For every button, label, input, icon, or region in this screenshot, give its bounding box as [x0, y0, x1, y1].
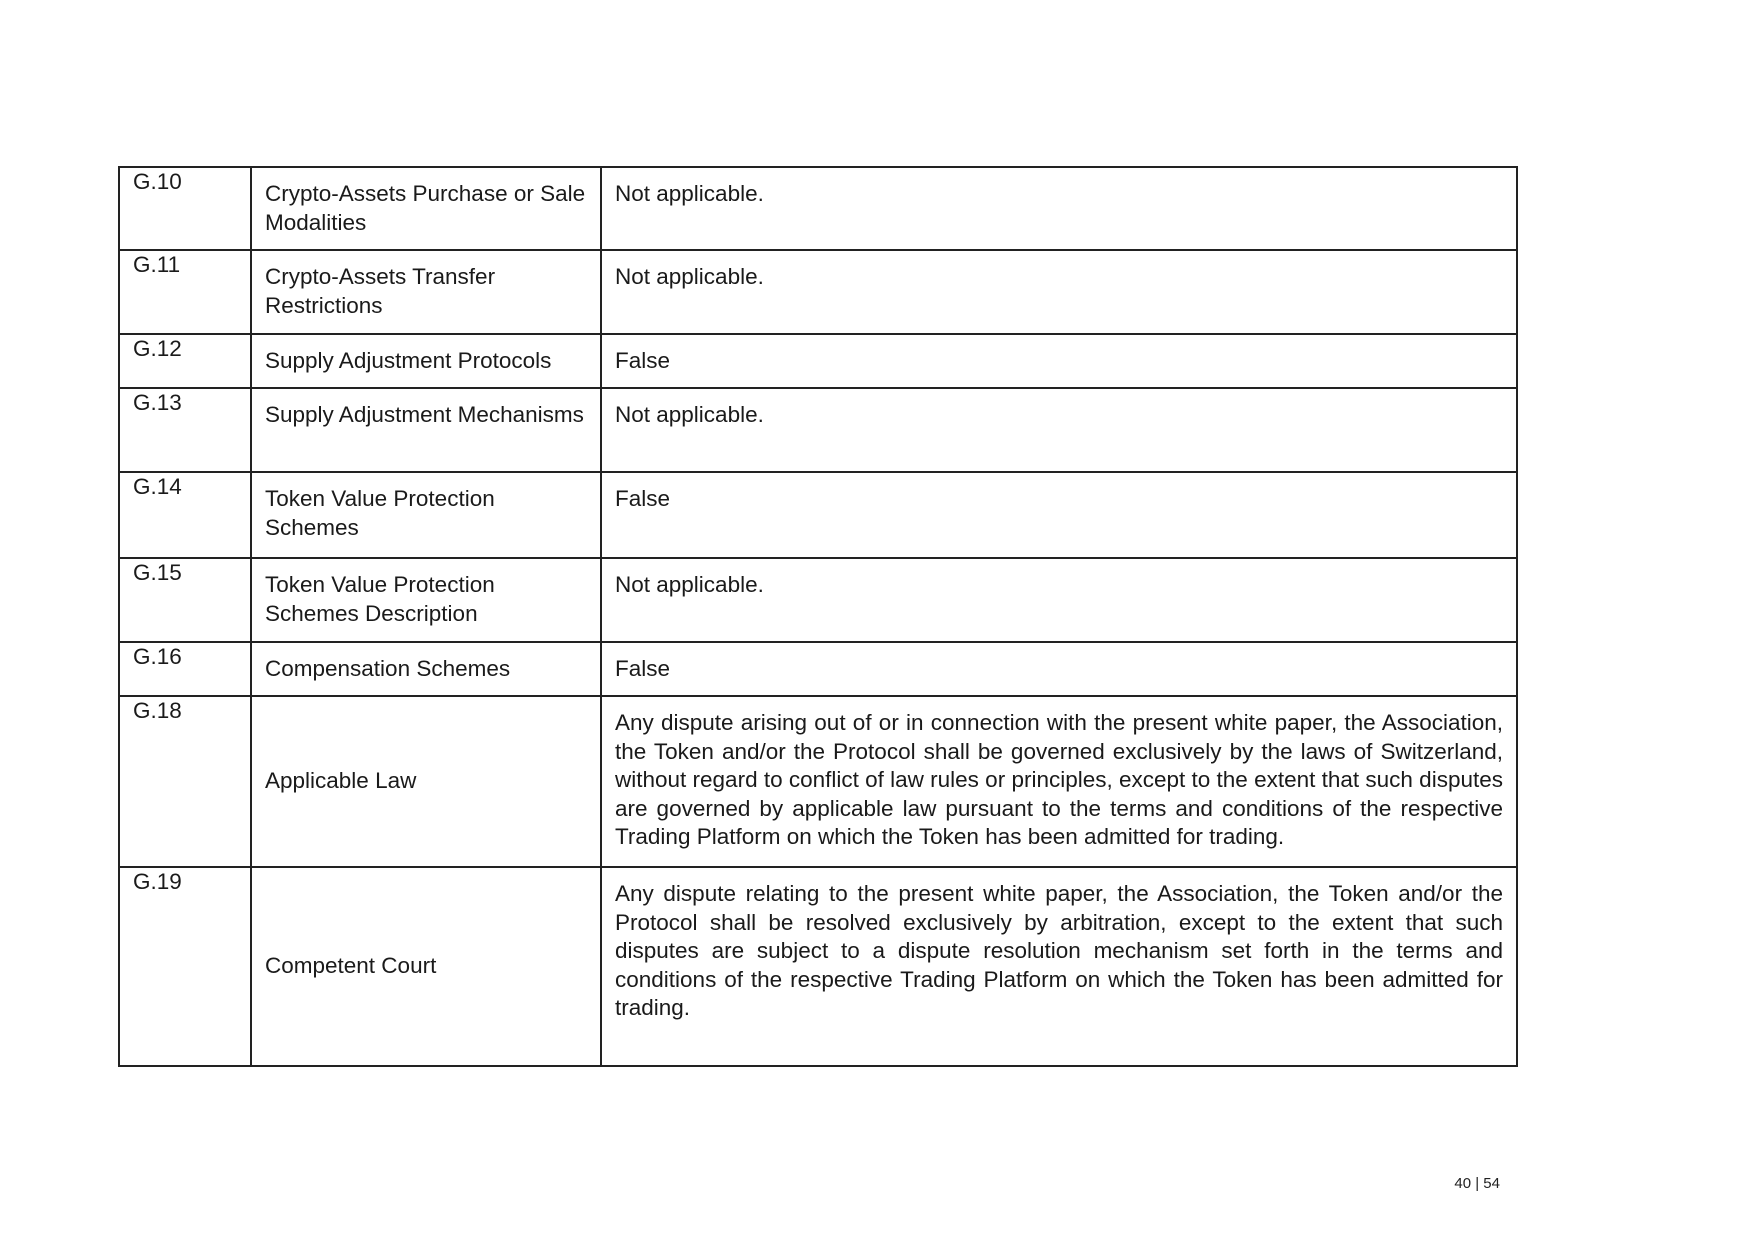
row-value-cell [601, 388, 1517, 472]
row-value-cell [601, 867, 1517, 1066]
row-value-cell [601, 558, 1517, 642]
row-id: G.10 [133, 169, 182, 194]
page-number: 40 | 54 [1454, 1175, 1500, 1192]
row-id-cell [119, 472, 251, 558]
row-value: Any dispute arising out of or in connection with the present white paper, the Association, the Token and/or the Protocol shall be governed exclusively by the laws of Switzerland, without regard to conflict of law rules or principles, except to the extent that such disputes are governed by applicable law pursuant to the terms and conditions of the respective Trading Platform on which the Token has been admitted for trading. [615, 710, 1503, 849]
row-field-cell [251, 696, 601, 867]
row-field-cell [251, 250, 601, 334]
table-row [119, 388, 1517, 472]
row-field: Applicable Law [265, 768, 417, 794]
row-field: Competent Court [265, 953, 437, 979]
row-id-cell [119, 696, 251, 867]
row-value-cell [601, 472, 1517, 558]
row-field-cell [251, 558, 601, 642]
table-row [119, 867, 1517, 1066]
row-value-cell [601, 334, 1517, 388]
row-value-cell [601, 696, 1517, 867]
row-id-cell [119, 334, 251, 388]
table-row [119, 642, 1517, 696]
row-field-cell [251, 167, 601, 250]
row-id: G.11 [133, 252, 181, 277]
row-value-cell [601, 250, 1517, 334]
row-value: False [615, 655, 671, 681]
row-id-cell [119, 250, 251, 334]
table-row [119, 334, 1517, 388]
white-paper-table [118, 166, 1518, 1067]
row-value: Any dispute relating to the present white paper, the Association, the Token and/or the Protocol shall be resolved exclusively by arbitration, except to the extent that such disputes are subject to a dispute resolution mechanism set forth in the terms and conditions of the respective Trading Platform on which the Token has been admitted for trading. [615, 881, 1503, 1020]
row-id-cell [119, 388, 251, 472]
row-value-cell [601, 167, 1517, 250]
row-field: Crypto-Assets Purchase or Sale Modalities [265, 181, 586, 235]
row-id: G.19 [133, 869, 182, 894]
row-id-cell [119, 167, 251, 250]
row-field: Supply Adjustment Protocols [265, 347, 552, 373]
row-value: False [615, 347, 671, 373]
row-field-cell [251, 472, 601, 558]
row-field-cell [251, 334, 601, 388]
row-field: Token Value Protection Schemes Description [265, 572, 495, 626]
row-value: False [615, 486, 671, 511]
row-id-cell [119, 558, 251, 642]
row-field-cell [251, 388, 601, 472]
row-value-cell [601, 642, 1517, 696]
row-value: Not applicable. [615, 181, 764, 206]
table-row [119, 167, 1517, 250]
table-row [119, 696, 1517, 867]
row-id-cell [119, 867, 251, 1066]
table-row [119, 250, 1517, 334]
row-field: Token Value Protection Schemes [265, 486, 495, 540]
row-field-cell [251, 867, 601, 1066]
row-id: G.16 [133, 644, 182, 669]
row-field: Crypto-Assets Transfer Restrictions [265, 264, 496, 318]
row-value: Not applicable. [615, 264, 764, 289]
row-id-cell [119, 642, 251, 696]
row-id: G.12 [133, 336, 182, 361]
row-field: Supply Adjustment Mechanisms [265, 402, 584, 427]
table-row [119, 472, 1517, 558]
row-id: G.18 [133, 698, 182, 723]
row-value: Not applicable. [615, 572, 764, 597]
row-id: G.15 [133, 560, 182, 585]
row-value: Not applicable. [615, 402, 764, 427]
row-field: Compensation Schemes [265, 655, 511, 681]
row-field-cell [251, 642, 601, 696]
row-id: G.13 [133, 390, 182, 415]
row-id: G.14 [133, 474, 182, 499]
table-row [119, 558, 1517, 642]
